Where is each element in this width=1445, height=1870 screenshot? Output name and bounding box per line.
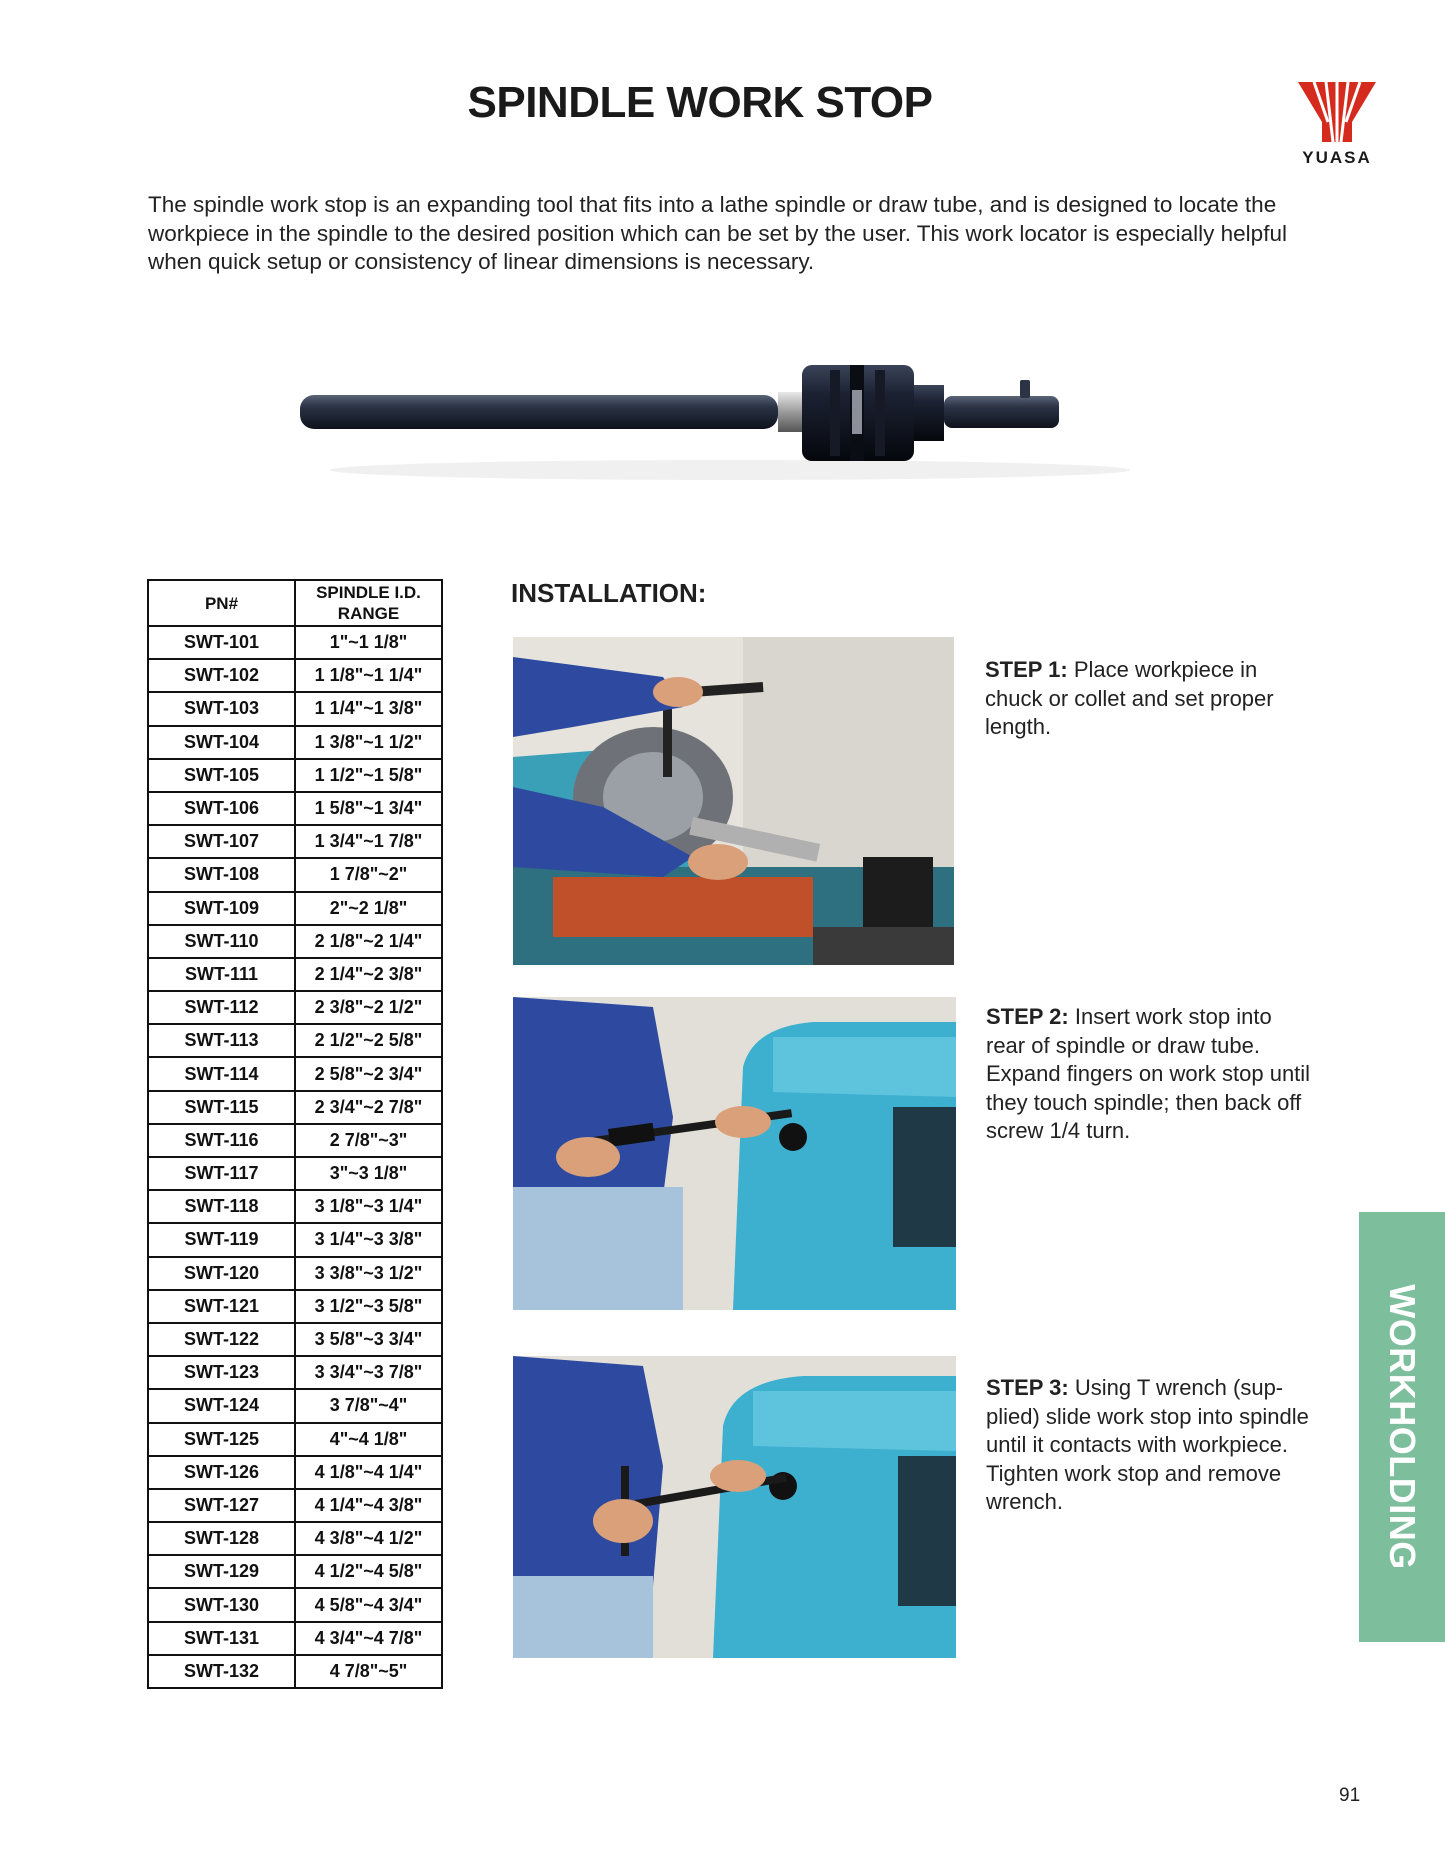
cell-spindle-range: 2 1/8"~2 1/4" xyxy=(295,925,442,958)
table-row xyxy=(148,792,442,825)
intro-paragraph: The spindle work stop is an expanding tool that fits into a lathe spindle or draw tube, and is designed to locate the workpiece in the spindle to the desired position which can be set by the user. This work locator is especially helpful when quick setup or consistency of linear dimensions is necessary. xyxy=(148,192,1287,274)
table-row xyxy=(148,1489,442,1522)
cell-part-number: SWT-122 xyxy=(148,1323,295,1356)
table-row xyxy=(148,626,442,659)
cell-spindle-range: 4 3/4"~4 7/8" xyxy=(295,1622,442,1655)
section-side-tab-label: WORKHOLDING xyxy=(1382,1284,1423,1570)
header-range-line1: SPINDLE I.D. xyxy=(316,583,421,602)
cell-part-number: SWT-114 xyxy=(148,1057,295,1090)
cell-spindle-range: 1 1/2"~1 5/8" xyxy=(295,759,442,792)
cell-part-number: SWT-129 xyxy=(148,1555,295,1588)
cell-spindle-range: 3 3/8"~3 1/2" xyxy=(295,1257,442,1290)
step-2-photo xyxy=(513,997,956,1310)
cell-spindle-range: 3 3/4"~3 7/8" xyxy=(295,1356,442,1389)
installation-heading: INSTALLATION: xyxy=(511,578,707,608)
cell-part-number: SWT-107 xyxy=(148,825,295,858)
cell-part-number: SWT-113 xyxy=(148,1024,295,1057)
cell-part-number: SWT-119 xyxy=(148,1223,295,1256)
step-1-text xyxy=(985,656,1315,742)
table-row xyxy=(148,1223,442,1256)
table-row xyxy=(148,1323,442,1356)
step-1-label: STEP 1: xyxy=(985,657,1068,682)
step-3-text xyxy=(986,1374,1316,1517)
cell-part-number: SWT-117 xyxy=(148,1157,295,1190)
spindle-range-table xyxy=(147,579,443,1689)
table-row xyxy=(148,1290,442,1323)
header-range xyxy=(295,580,442,626)
cell-spindle-range: 4 1/2"~4 5/8" xyxy=(295,1555,442,1588)
cell-part-number: SWT-132 xyxy=(148,1655,295,1688)
step-2-label: STEP 2: xyxy=(986,1004,1069,1029)
cell-spindle-range: 1 1/4"~1 3/8" xyxy=(295,692,442,725)
spec-table-container xyxy=(147,579,443,1689)
table-row xyxy=(148,1024,442,1057)
cell-spindle-range: 3 1/8"~3 1/4" xyxy=(295,1190,442,1223)
cell-spindle-range: 3 7/8"~4" xyxy=(295,1389,442,1422)
step-3-label: STEP 3: xyxy=(986,1375,1069,1400)
cell-part-number: SWT-125 xyxy=(148,1423,295,1456)
cell-part-number: SWT-111 xyxy=(148,958,295,991)
table-header-row xyxy=(148,580,442,626)
table-row xyxy=(148,1157,442,1190)
cell-spindle-range: 1 3/8"~1 1/2" xyxy=(295,726,442,759)
cell-part-number: SWT-124 xyxy=(148,1389,295,1422)
spindle-work-stop-image xyxy=(290,350,1170,490)
step-2-description: Insert work stop into rear of spindle or draw tube. Expand fingers on work stop until they touch spindle; then back off screw 1/4 turn. xyxy=(986,1004,1311,1143)
table-row xyxy=(148,1588,442,1621)
cell-part-number: SWT-128 xyxy=(148,1522,295,1555)
cell-spindle-range: 2 7/8"~3" xyxy=(295,1124,442,1157)
page-number: 91 xyxy=(1339,1785,1361,1806)
cell-part-number: SWT-101 xyxy=(148,626,295,659)
cell-spindle-range: 1 7/8"~2" xyxy=(295,858,442,891)
cell-part-number: SWT-120 xyxy=(148,1257,295,1290)
table-row xyxy=(148,1456,442,1489)
table-row xyxy=(148,1057,442,1090)
table-row xyxy=(148,858,442,891)
cell-part-number: SWT-105 xyxy=(148,759,295,792)
table-row xyxy=(148,958,442,991)
cell-part-number: SWT-130 xyxy=(148,1588,295,1621)
section-side-tab xyxy=(1359,1212,1445,1642)
cell-spindle-range: 4 3/8"~4 1/2" xyxy=(295,1522,442,1555)
cell-part-number: SWT-106 xyxy=(148,792,295,825)
table-row xyxy=(148,1555,442,1588)
table-body xyxy=(148,626,442,1688)
cell-part-number: SWT-118 xyxy=(148,1190,295,1223)
table-row xyxy=(148,892,442,925)
cell-spindle-range: 4 1/8"~4 1/4" xyxy=(295,1456,442,1489)
cell-spindle-range: 3 1/4"~3 3/8" xyxy=(295,1223,442,1256)
cell-spindle-range: 2 1/4"~2 3/8" xyxy=(295,958,442,991)
table-row xyxy=(148,1522,442,1555)
cell-part-number: SWT-103 xyxy=(148,692,295,725)
table-row xyxy=(148,825,442,858)
table-row xyxy=(148,991,442,1024)
table-row xyxy=(148,1655,442,1688)
step-3-description: Using T wrench (sup-plied) slide work stop into spindle until it contacts with workpiece. Tighten work stop and remove wrench. xyxy=(986,1375,1309,1514)
step-1-photo xyxy=(513,637,954,965)
cell-spindle-range: 4 1/4"~4 3/8" xyxy=(295,1489,442,1522)
cell-spindle-range: 2"~2 1/8" xyxy=(295,892,442,925)
header-range-line2: RANGE xyxy=(337,604,400,623)
cell-part-number: SWT-112 xyxy=(148,991,295,1024)
cell-part-number: SWT-115 xyxy=(148,1091,295,1124)
table-row xyxy=(148,1257,442,1290)
cell-spindle-range: 3"~3 1/8" xyxy=(295,1157,442,1190)
cell-spindle-range: 1"~1 1/8" xyxy=(295,626,442,659)
cell-spindle-range: 2 3/8"~2 1/2" xyxy=(295,991,442,1024)
cell-part-number: SWT-108 xyxy=(148,858,295,891)
table-row xyxy=(148,1091,442,1124)
cell-part-number: SWT-116 xyxy=(148,1124,295,1157)
cell-part-number: SWT-127 xyxy=(148,1489,295,1522)
table-row xyxy=(148,692,442,725)
cell-spindle-range: 1 3/4"~1 7/8" xyxy=(295,825,442,858)
table-row xyxy=(148,726,442,759)
cell-spindle-range: 2 3/4"~2 7/8" xyxy=(295,1091,442,1124)
table-row xyxy=(148,1356,442,1389)
cell-spindle-range: 1 1/8"~1 1/4" xyxy=(295,659,442,692)
table-row xyxy=(148,1423,442,1456)
cell-part-number: SWT-104 xyxy=(148,726,295,759)
cell-part-number: SWT-126 xyxy=(148,1456,295,1489)
yuasa-logo xyxy=(1287,82,1387,172)
step-3-photo xyxy=(513,1356,956,1658)
table-row xyxy=(148,925,442,958)
cell-part-number: SWT-109 xyxy=(148,892,295,925)
cell-spindle-range: 3 1/2"~3 5/8" xyxy=(295,1290,442,1323)
table-row xyxy=(148,659,442,692)
cell-spindle-range: 4 7/8"~5" xyxy=(295,1655,442,1688)
table-row xyxy=(148,1622,442,1655)
cell-spindle-range: 2 5/8"~2 3/4" xyxy=(295,1057,442,1090)
cell-part-number: SWT-131 xyxy=(148,1622,295,1655)
table-row xyxy=(148,1190,442,1223)
cell-spindle-range: 2 1/2"~2 5/8" xyxy=(295,1024,442,1057)
logo-brand-text: YUASA xyxy=(1302,148,1372,167)
table-row xyxy=(148,1124,442,1157)
cell-part-number: SWT-110 xyxy=(148,925,295,958)
page-title: SPINDLE WORK STOP xyxy=(467,78,933,127)
cell-part-number: SWT-121 xyxy=(148,1290,295,1323)
cell-spindle-range: 4"~4 1/8" xyxy=(295,1423,442,1456)
cell-part-number: SWT-123 xyxy=(148,1356,295,1389)
cell-spindle-range: 1 5/8"~1 3/4" xyxy=(295,792,442,825)
cell-spindle-range: 3 5/8"~3 3/4" xyxy=(295,1323,442,1356)
step-2-text xyxy=(986,1003,1316,1146)
header-pn: PN# xyxy=(148,580,295,626)
step-1-description: Place workpiece in chuck or collet and set proper length. xyxy=(985,657,1274,739)
table-row xyxy=(148,1389,442,1422)
table-row xyxy=(148,759,442,792)
cell-spindle-range: 4 5/8"~4 3/4" xyxy=(295,1588,442,1621)
yuasa-logo-mark xyxy=(1296,82,1378,144)
cell-part-number: SWT-102 xyxy=(148,659,295,692)
